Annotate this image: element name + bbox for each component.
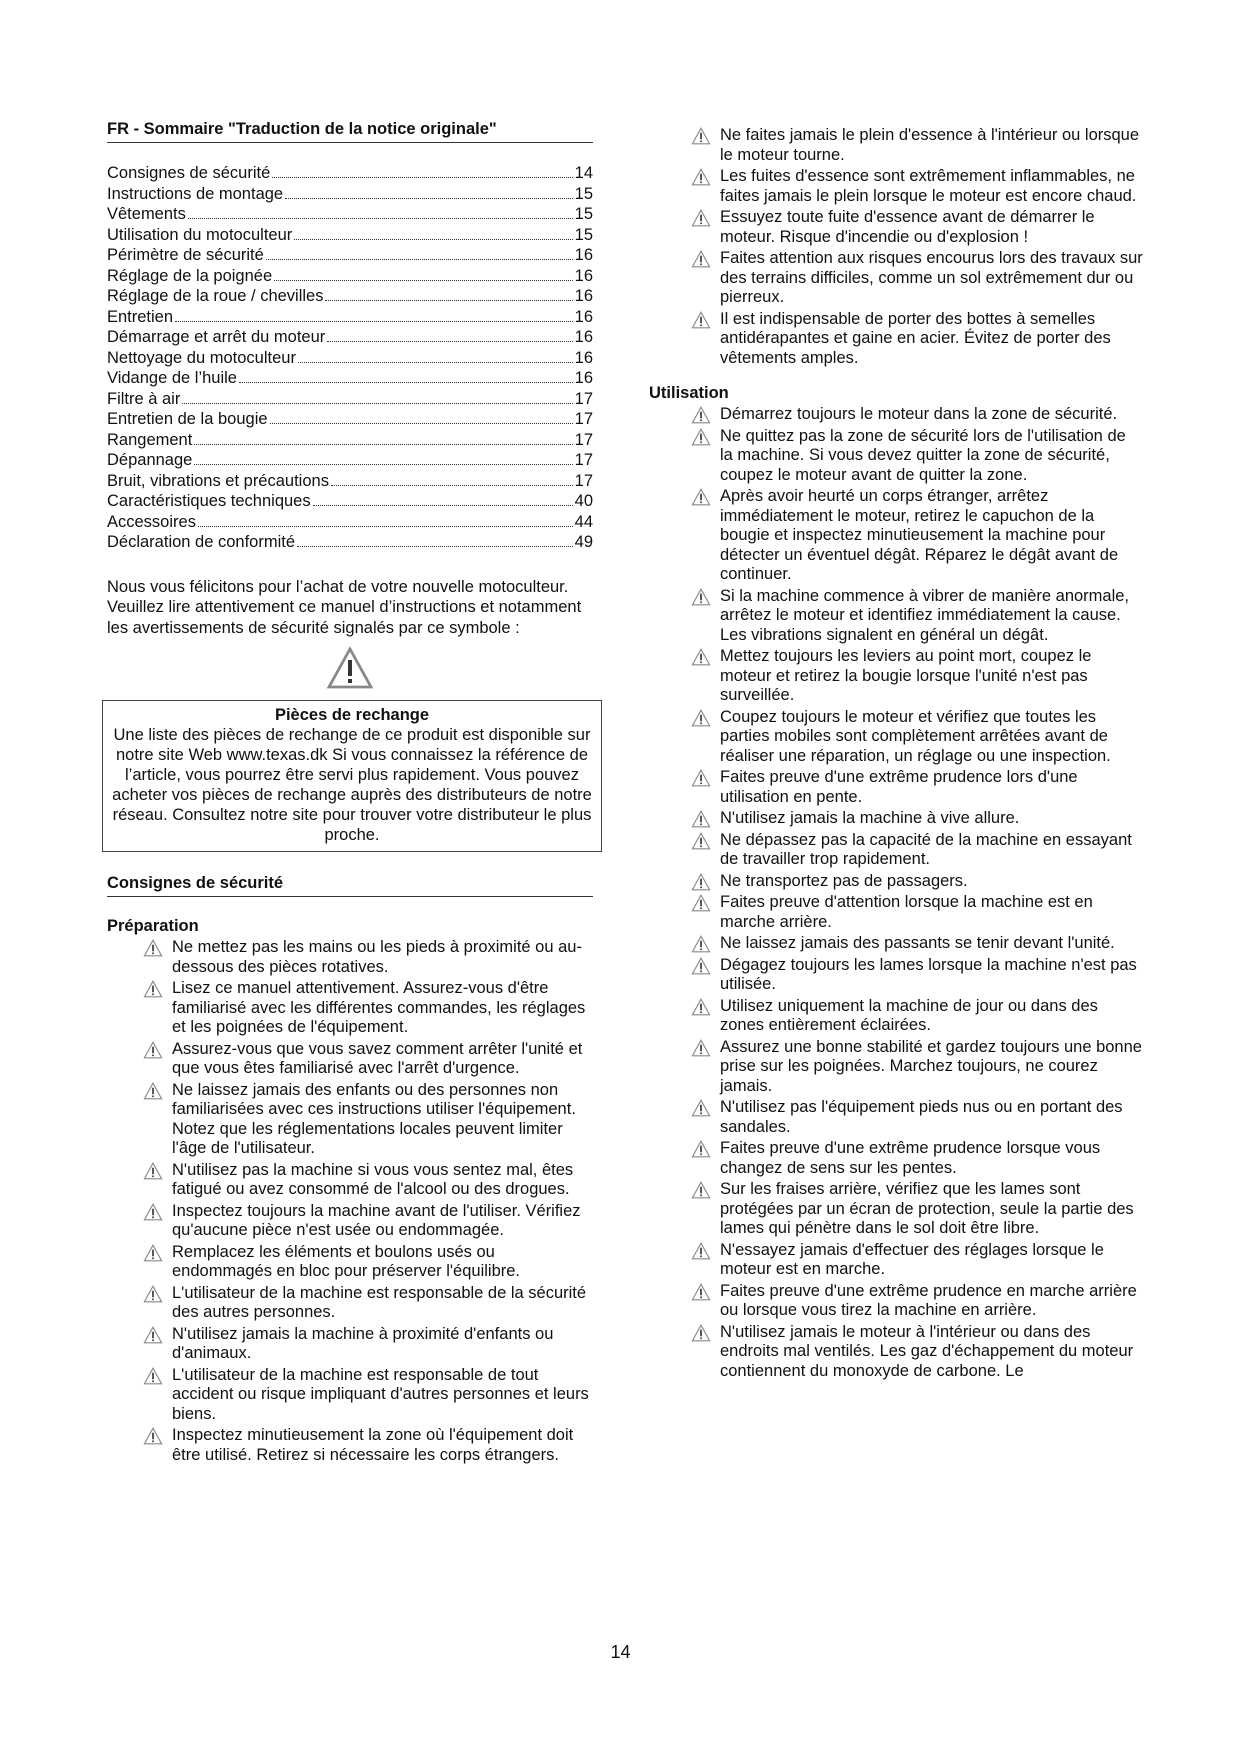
warning-icon <box>143 1427 163 1445</box>
warning-icon <box>691 1039 711 1057</box>
warning-icon <box>143 980 163 998</box>
warning-icon <box>143 1203 163 1221</box>
safety-item-text: Après avoir heurté un corps étranger, arrêtez immédiatement le moteur, retirez le capuchon de la bougie et inspectez minutieusement la machine pour détecter un éventuel dégât. Réparez le dégât avant de continuer. <box>720 487 1119 583</box>
toc-leader-dots <box>188 218 573 219</box>
toc-entry-label: Vêtements <box>107 205 186 223</box>
safety-item-text: Faites attention aux risques encourus lors des travaux sur des terrains difficiles, comme un sol extrêmement dur ou pierreux. <box>720 249 1143 306</box>
toc-leader-dots <box>325 300 572 301</box>
warning-icon <box>691 488 711 506</box>
toc-entry <box>107 266 593 287</box>
safety-title: Consignes de sécurité <box>107 874 593 897</box>
warning-icon <box>143 1326 163 1344</box>
safety-item-text: Si la machine commence à vibrer de manière anormale, arrêtez le moteur et identifiez immédiatement la cause. Les vibrations signalent en général un dégât. <box>720 586 1130 644</box>
utilisation-list <box>655 405 1143 1381</box>
toc-entry <box>107 450 593 471</box>
toc-leader-dots <box>327 341 572 342</box>
toc-entry-page: 17 <box>574 451 593 469</box>
spare-parts-title: Pièces de rechange <box>274 706 430 724</box>
toc-entry <box>107 491 593 512</box>
page-number: 14 <box>610 1642 631 1662</box>
safety-item-text: Inspectez toujours la machine avant de l'utiliser. Vérifiez qu'aucune pièce n'est usée ou endommagée. <box>172 1201 581 1239</box>
toc-entry-page: 14 <box>574 164 593 182</box>
toc-entry <box>107 245 593 266</box>
utilisation-title: Utilisation <box>649 384 729 402</box>
safety-item <box>107 1426 593 1465</box>
toc-leader-dots <box>270 423 573 424</box>
safety-item <box>107 1243 593 1282</box>
safety-item-text: N'utilisez jamais le moteur à l'intérieur ou dans des endroits mal ventilés. Les gaz d'échappement du moteur contiennent du monoxyde de carbone. Le <box>720 1322 1134 1380</box>
toc-leader-dots <box>285 198 573 199</box>
right-column <box>649 124 1143 1383</box>
safety-item <box>655 126 1143 165</box>
warning-icon <box>691 998 711 1016</box>
toc-entry-page: 16 <box>574 369 593 387</box>
safety-item-text: N'utilisez jamais la machine à proximité d'enfants ou d'animaux. <box>172 1324 554 1362</box>
toc-entry <box>107 327 593 348</box>
toc-entry <box>107 307 593 328</box>
intro-text: Nous vous félicitons pour l’achat de votre nouvelle motoculteur. Veuillez lire attentivement ce manuel d’instructions et notamment les avertissements de sécurité signalés par ce symbole : <box>107 577 582 637</box>
safety-item-text: Dégagez toujours les lames lorsque la machine n'est pas utilisée. <box>720 955 1137 993</box>
safety-item-text: Les fuites d'essence sont extrêmement inflammables, ne faites jamais le plein lorsque le moteur est encore chaud. <box>720 167 1137 205</box>
toc-entry <box>107 225 593 246</box>
toc-leader-dots <box>198 526 573 527</box>
toc-entry-label: Dépannage <box>107 451 193 469</box>
toc-entry-page: 16 <box>574 266 593 285</box>
safety-item <box>655 208 1143 247</box>
safety-item <box>655 427 1143 486</box>
toc-entry-page: 17 <box>574 471 593 490</box>
safety-item-text: Ne laissez jamais des enfants ou des personnes non familiarisées avec ces instructions utiliser l'équipement. Notez que les réglementations locales peuvent limiter l'âge de l'utilisateur. <box>172 1080 576 1157</box>
safety-item-text: L'utilisateur de la machine est responsable de la sécurité des autres personnes. <box>172 1283 587 1321</box>
warning-icon <box>143 1367 163 1385</box>
safety-item <box>107 1284 593 1323</box>
toc-entry-page: 15 <box>574 184 593 203</box>
safety-item-text: Démarrez toujours le moteur dans la zone de sécurité. <box>720 405 1118 423</box>
toc-leader-dots <box>294 239 572 240</box>
safety-item <box>655 1180 1143 1239</box>
warning-icon <box>691 168 711 186</box>
safety-item-text: Lisez ce manuel attentivement. Assurez-vous d'être familiarisé avec les différentes commandes, les réglages et les poignées de l'équipement. <box>172 979 586 1036</box>
safety-item-text: N'utilisez pas l'équipement pieds nus ou en portant des sandales. <box>720 1098 1123 1136</box>
toc-entry <box>107 430 593 451</box>
safety-item <box>655 249 1143 308</box>
safety-item-text: Ne dépassez pas la capacité de la machine en essayant de travailler trop rapidement. <box>720 830 1132 868</box>
toc-entry-label: Réglage de la roue / chevilles <box>107 287 324 305</box>
safety-item-text: Ne laissez jamais des passants se tenir devant l'unité. <box>720 934 1115 952</box>
safety-item-text: Ne mettez pas les mains ou les pieds à proximité ou au-dessous des pièces rotatives. <box>172 938 582 976</box>
warning-icon <box>691 428 711 446</box>
table-of-contents <box>107 163 593 553</box>
warning-icon <box>143 1285 163 1303</box>
safety-item-text: Inspectez minutieusement la zone où l'équipement doit être utilisé. Retirez si nécessaire les corps étrangers. <box>172 1426 574 1464</box>
warning-icon <box>143 1244 163 1262</box>
safety-item <box>655 487 1143 585</box>
toc-entry-label: Caractéristiques techniques <box>107 492 311 510</box>
safety-item <box>655 768 1143 807</box>
safety-item-text: N'utilisez jamais la machine à vive allure. <box>720 809 1020 827</box>
toc-entry-page: 16 <box>574 287 593 305</box>
safety-item <box>655 1241 1143 1280</box>
toc-entry-page: 16 <box>574 348 593 367</box>
safety-item-text: Assurez-vous que vous savez comment arrêter l'unité et que vous êtes familiarisé avec l'arrêt d'urgence. <box>172 1039 583 1077</box>
safety-item-text: Sur les fraises arrière, vérifiez que les lames sont protégées par un écran de protection, seule la partie des lames qui pénètre dans le sol doit être libre. <box>720 1180 1134 1237</box>
toc-leader-dots <box>272 177 572 178</box>
toc-leader-dots <box>194 444 572 445</box>
warning-icon <box>691 648 711 666</box>
warning-icon <box>691 588 711 606</box>
safety-item-text: L'utilisateur de la machine est responsable de tout accident ou risque impliquant d'autres personnes et leurs biens. <box>172 1365 589 1423</box>
preparation-title: Préparation <box>107 917 199 935</box>
safety-item <box>655 1098 1143 1137</box>
toc-entry-label: Instructions de montage <box>107 184 284 203</box>
warning-icon <box>691 1099 711 1117</box>
safety-item <box>655 997 1143 1036</box>
toc-entry-label: Bruit, vibrations et précautions <box>107 471 329 490</box>
toc-entry <box>107 348 593 369</box>
safety-item <box>655 893 1143 932</box>
safety-item <box>107 1081 593 1159</box>
toc-entry <box>107 389 593 410</box>
toc-entry-label: Démarrage et arrêt du moteur <box>107 328 326 346</box>
toc-leader-dots <box>182 403 572 404</box>
safety-item <box>655 1038 1143 1097</box>
safety-item-text: Mettez toujours les leviers au point mort, coupez le moteur et retirez la bougie lorsque l'unité n'est pas surveillée. <box>720 647 1092 704</box>
safety-item <box>655 1139 1143 1178</box>
toc-leader-dots <box>175 321 573 322</box>
warning-icon <box>691 1181 711 1199</box>
safety-item-text: Coupez toujours le moteur et vérifiez que toutes les parties mobiles sont complètement arrêtées avant de réaliser une réparation, un réglage ou une inspection. <box>720 707 1111 765</box>
toc-entry-page: 16 <box>574 307 593 326</box>
warning-icon <box>691 894 711 912</box>
safety-item <box>107 1161 593 1200</box>
safety-item <box>107 1040 593 1079</box>
toc-entry-label: Entretien <box>107 307 174 326</box>
toc-entry-page: 16 <box>574 246 593 264</box>
left-column <box>107 120 593 1467</box>
warning-icon <box>691 810 711 828</box>
warning-icon <box>691 769 711 787</box>
toc-entry-page: 17 <box>574 430 593 449</box>
safety-item-text: Remplacez les éléments et boulons usés ou endommagés en bloc pour préserver l'équilibre. <box>172 1242 521 1280</box>
warning-icon <box>691 709 711 727</box>
toc-entry <box>107 184 593 205</box>
safety-item <box>655 647 1143 706</box>
toc-entry-label: Filtre à air <box>107 389 181 408</box>
safety-item-text: Ne transportez pas de passagers. <box>720 871 968 890</box>
toc-entry <box>107 204 593 225</box>
warning-icon <box>691 1283 711 1301</box>
safety-item-text: Faites preuve d'une extrême prudence lorsque vous changez de sens sur les pentes. <box>720 1139 1101 1177</box>
warning-icon <box>691 1242 711 1260</box>
safety-item-text: Faites preuve d'une extrême prudence lors d'une utilisation en pente. <box>720 768 1078 806</box>
safety-item <box>107 938 593 977</box>
toc-entry-label: Rangement <box>107 430 193 449</box>
toc-entry-label: Consignes de sécurité <box>107 164 271 182</box>
warning-symbol-icon <box>326 646 374 690</box>
toc-entry-page: 16 <box>574 328 593 346</box>
safety-item-text: Ne faites jamais le plein d'essence à l'intérieur ou lorsque le moteur tourne. <box>720 126 1140 164</box>
safety-item <box>655 956 1143 995</box>
toc-leader-dots <box>274 280 573 281</box>
warning-icon <box>691 209 711 227</box>
toc-entry-page: 40 <box>574 492 593 510</box>
warning-icon <box>143 1082 163 1100</box>
safety-item <box>107 1202 593 1241</box>
safety-item-text: N'essayez jamais d'effectuer des réglages lorsque le moteur est en marche. <box>720 1240 1104 1278</box>
toc-entry-label: Accessoires <box>107 512 196 531</box>
toc-leader-dots <box>239 382 573 383</box>
toc-entry-page: 44 <box>574 512 593 531</box>
toc-entry <box>107 471 593 492</box>
toc-leader-dots <box>298 362 573 363</box>
safety-item-text: Il est indispensable de porter des bottes à semelles antidérapantes et gaine en acier. Évitez de porter des vêtements amples. <box>720 309 1111 367</box>
toc-entry-label: Vidange de l’huile <box>107 369 237 387</box>
toc-entry <box>107 163 593 184</box>
toc-entry <box>107 286 593 307</box>
safety-item <box>655 167 1143 206</box>
safety-item <box>107 1325 593 1364</box>
safety-item <box>655 1282 1143 1321</box>
warning-icon <box>691 406 711 424</box>
warning-icon <box>691 1324 711 1342</box>
safety-item <box>655 831 1143 870</box>
toc-entry-page: 15 <box>574 205 593 223</box>
preparation-continued-list <box>655 126 1143 368</box>
preparation-list <box>107 938 593 1465</box>
warning-icon <box>691 1140 711 1158</box>
toc-leader-dots <box>194 464 572 465</box>
toc-leader-dots <box>297 546 573 547</box>
safety-item <box>655 310 1143 369</box>
safety-item-text: Utilisez uniquement la machine de jour ou dans des zones entièrement éclairées. <box>720 996 1098 1034</box>
toc-title: FR - Sommaire "Traduction de la notice originale" <box>107 120 593 143</box>
toc-entry <box>107 409 593 430</box>
toc-leader-dots <box>266 259 573 260</box>
toc-leader-dots <box>313 505 573 506</box>
safety-item <box>655 809 1143 829</box>
warning-icon <box>143 1162 163 1180</box>
toc-entry-label: Périmètre de sécurité <box>107 246 264 264</box>
safety-item-text: Assurez une bonne stabilité et gardez toujours une bonne prise sur les poignées. Marchez toujours, ne courez jamais. <box>720 1037 1142 1095</box>
spare-parts-box <box>102 700 602 852</box>
warning-icon <box>691 311 711 329</box>
safety-item <box>655 587 1143 646</box>
warning-icon <box>691 957 711 975</box>
toc-entry <box>107 532 593 553</box>
warning-icon <box>143 1041 163 1059</box>
toc-entry <box>107 512 593 533</box>
safety-item <box>655 1323 1143 1382</box>
safety-item-text: N'utilisez pas la machine si vous vous sentez mal, êtes fatigué ou avez consommé de l'alcool ou des drogues. <box>172 1160 574 1198</box>
warning-icon <box>691 873 711 891</box>
safety-item <box>655 934 1143 954</box>
spare-parts-text: Une liste des pièces de rechange de ce produit est disponible sur notre site Web www.texas.dk Si vous connaissez la référence de l’article, vous pourrez être servi plus rapidement. Vous pouvez acheter vos pièces de rechange auprès des distributeurs de notre réseau. Consultez notre site pour trouver votre distributeur le plus proche. <box>112 726 592 844</box>
toc-entry-label: Nettoyage du motoculteur <box>107 348 296 367</box>
toc-entry-page: 17 <box>574 389 593 408</box>
safety-item-text: Essuyez toute fuite d'essence avant de démarrer le moteur. Risque d'incendie ou d'explosion ! <box>720 208 1095 246</box>
safety-item-text: Ne quittez pas la zone de sécurité lors de l'utilisation de la machine. Si vous devez quitter la zone de sécurité, coupez le moteur avant de quitter la zone. <box>720 426 1126 484</box>
safety-item <box>655 872 1143 892</box>
toc-entry <box>107 368 593 389</box>
toc-entry-page: 49 <box>574 533 593 551</box>
toc-entry-label: Réglage de la poignée <box>107 266 273 285</box>
warning-icon <box>691 250 711 268</box>
warning-icon <box>691 935 711 953</box>
safety-item <box>107 979 593 1038</box>
safety-item <box>655 708 1143 767</box>
toc-entry-page: 15 <box>574 225 593 244</box>
toc-entry-label: Entretien de la bougie <box>107 410 268 428</box>
toc-entry-page: 17 <box>574 410 593 428</box>
safety-item <box>655 405 1143 425</box>
safety-item <box>107 1366 593 1425</box>
warning-icon <box>691 832 711 850</box>
safety-item-text: Faites preuve d'attention lorsque la machine est en marche arrière. <box>720 893 1093 931</box>
toc-leader-dots <box>331 485 573 486</box>
toc-entry-label: Déclaration de conformité <box>107 533 296 551</box>
warning-icon <box>143 939 163 957</box>
safety-item-text: Faites preuve d'une extrême prudence en marche arrière ou lorsque vous tirez la machine en arrière. <box>720 1281 1137 1319</box>
toc-entry-label: Utilisation du motoculteur <box>107 225 293 244</box>
warning-icon <box>691 127 711 145</box>
